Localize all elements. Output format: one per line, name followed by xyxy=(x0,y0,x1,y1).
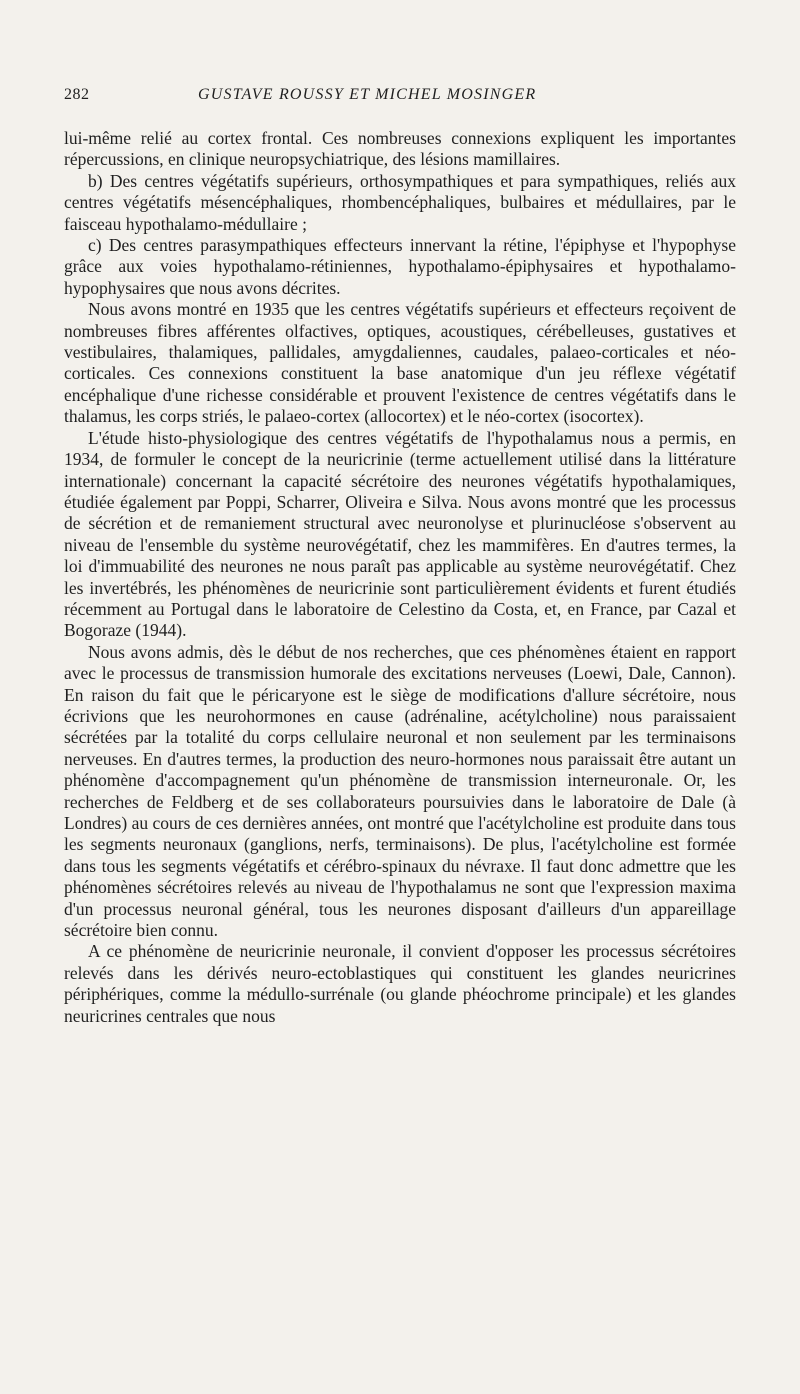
paragraph-list-item-c: c) Des centres parasympathiques effecteurs innervant la rétine, l'épiphyse et l'hypophyse grâce aux voies hypothalamo-rétiniennes, hypothalamo-épiphysaires et hypothalamo-hypophysaires que nous avons décrites. xyxy=(64,235,736,298)
paragraph: Nous avons montré en 1935 que les centres végétatifs supérieurs et effecteurs reçoivent de nombreuses fibres afférentes olfactives, optiques, acoustiques, cérébelleuses, gustatives et vestibulaires, thalamiques, pallidales, amygdaliennes, caudales, palaeo-corticales et néo-corticales. Ces connexions constituent la base anatomique d'un jeu réflexe végétatif encéphalique d'une richesse considérable et prouvent l'existence de centres végétatifs dans le thalamus, les corps striés, le palaeo-cortex (allocortex) et le néo-cortex (isocortex). xyxy=(64,299,736,427)
running-head: GUSTAVE ROUSSY ET MICHEL MOSINGER xyxy=(198,86,537,103)
page-number: 282 xyxy=(64,86,90,103)
paragraph-continuation: lui-même relié au cortex frontal. Ces nombreuses connexions expliquent les importantes répercussions, en clinique neuropsychiatrique, des lésions mamillaires. xyxy=(64,128,736,170)
paragraph: Nous avons admis, dès le début de nos recherches, que ces phénomènes étaient en rapport avec le processus de transmission humorale des excitations nerveuses (Loewi, Dale, Cannon). En raison du fait que le péricaryone est le siège de modifications d'allure sécrétoire, nous écrivions que les neurohormones en cause (adrénaline, acétylcholine) nous paraissaient sécrétées par la totalité du corps cellulaire neuronal et non seulement par les terminaisons nerveuses. En d'autres termes, la production des neuro-hormones nous paraissait être autant un phénomène d'accompagnement qu'un phénomène de transmission interneuronale. Or, les recherches de Feldberg et de ses collaborateurs poursuivies dans le laboratoire de Dale (à Londres) au cours de ces dernières années, ont montré que l'acétylcholine est produite dans tous les segments neuronaux (ganglions, nerfs, terminaisons). De plus, l'acétylcholine est formée dans tous les segments végétatifs et cérébro-spinaux du névraxe. Il faut donc admettre que les phénomènes sécrétoires relevés au niveau de l'hypothalamus ne sont que l'expression maxima d'un processus neuronal général, tous les neurones disposant d'ailleurs d'un appareillage sécrétoire bien connu. xyxy=(64,641,736,941)
body-text xyxy=(64,128,736,1027)
paragraph: L'étude histo-physiologique des centres végétatifs de l'hypothalamus nous a permis, en 1934, de formuler le concept de la neuricrinie (terme actuellement utilisé dans la littérature internationale) concernant la capacité sécrétoire des neurones végétatifs hypothalamiques, étudiée également par Poppi, Scharrer, Oliveira e Silva. Nous avons montré que les processus de sécrétion et de remaniement structural avec neuronolyse et plurinucléose s'observent au niveau de l'ensemble du système neurovégétatif, chez les mammifères. En d'autres termes, la loi d'immuabilité des neurones ne nous paraît pas applicable au système neurovégétatif. Chez les invertébrés, les phénomènes de neuricrinie sont particulièrement évidents et furent étudiés récemment au Portugal dans le laboratoire de Celestino da Costa, et, en France, par Cazal et Bogoraze (1944). xyxy=(64,427,736,641)
paragraph-list-item-b: b) Des centres végétatifs supérieurs, orthosympathiques et para sympathiques, reliés aux centres végétatifs mésencéphaliques, rhombencéphaliques, bulbaires et médullaires, par le faisceau hypothalamo-médullaire ; xyxy=(64,170,736,234)
page-header xyxy=(64,86,736,110)
paragraph: A ce phénomène de neuricrinie neuronale, il convient d'opposer les processus sécrétoires relevés dans les dérivés neuro-ectoblastiques qui constituent les glandes neuricrines périphériques, comme la médullo-surrénale (ou glande phéochrome principale) et les glandes neuricrines centrales que nous xyxy=(64,941,736,1026)
